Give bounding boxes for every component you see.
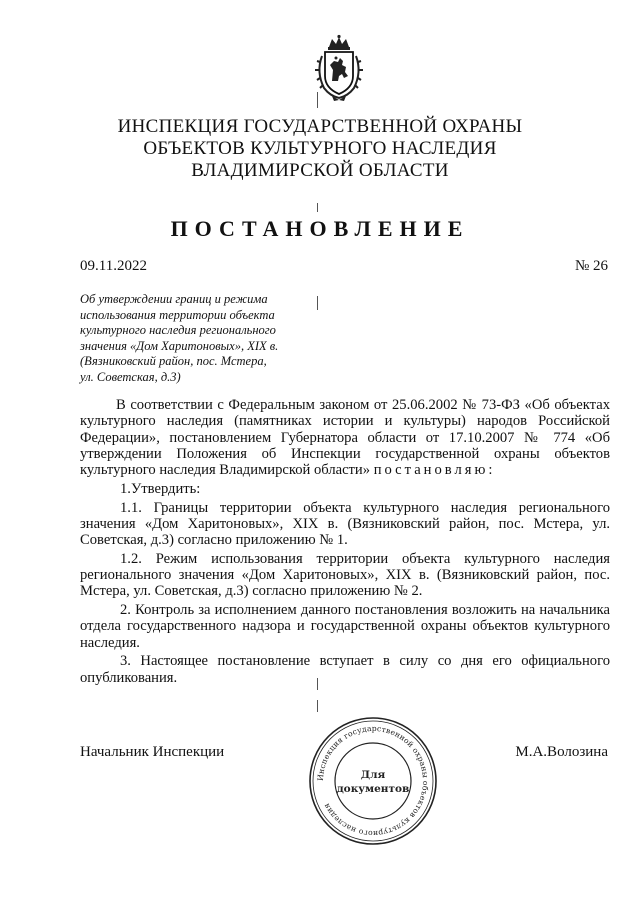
item-paragraph: 2. Контроль за исполнением данного постановления возложить на начальника отдела государственного надзора и государственной охраны объектов культурного наследия. [80,602,610,651]
organization-line: ИНСПЕКЦИЯ ГОСУДАРСТВЕННОЙ ОХРАНЫ [117,116,523,137]
decree-word: постановляю [373,462,489,479]
item-paragraph: 1.2. Режим использования территории объекта культурного наследия регионального значения «Дом Харитоновых», XIX в. (Вязниковский район, пос. Мстера, ул. Советская, д.3) согласно приложению № 2. [80,550,610,600]
fold-line [317,700,318,712]
signatory-position: Начальник Инспекции [80,744,225,760]
official-seal-stamp [306,714,440,848]
subject-line: использования территории объекта [80,307,275,322]
preamble-paragraph [80,397,610,478]
fold-line [317,203,318,212]
item-paragraph: 1.1. Границы территории объекта культурного наследия регионального значения «Дом Харитоновых», XIX в. (Вязниковский район, пос. Мстера, ул. Советская, д.3) согласно приложению № 1. [80,499,610,549]
subject-line: культурного наследия регионального [80,323,276,338]
subject-line: ул. Советская, д.3) [80,369,181,384]
document-title: ПОСТАНОВЛЕНИЕ [170,216,470,241]
coat-of-arms-emblem [312,34,366,102]
subject-line: значения «Дом Харитоновых», XIX в. [80,338,279,353]
organization-header [60,116,580,182]
document-subject [80,292,312,386]
document-number: № 26 [574,258,608,274]
subject-line: Об утверждении границ и режима [80,292,268,306]
decree-colon: : [488,462,493,479]
document-date: 09.11.2022 [80,258,147,274]
subject-line: (Вязниковский район, пос. Мстера, [80,354,267,369]
preamble-text: В соответствии с Федеральным законом от 25.06.2002 № 73-ФЗ «Об объектах культурного наследия (памятниках истории и культуры) народов Российской Федерации», постановлением Губернатора области от 17.10.2007 № 774 «Об утверждении Положения об Инспекции государственной охраны объектов культурного наследия Владимирской области» [80,397,610,479]
seal-ring-text: Инспекция государственной охраны объектов культурного наследия [315,723,431,839]
fold-line [317,92,318,108]
fold-line [317,296,318,310]
item-paragraph: 3. Настоящее постановление вступает в силу со дня его официального опубликования. [80,653,610,686]
document-body [80,397,610,688]
item-paragraph: 1.Утвердить: [120,480,201,497]
organization-line: ОБЪЕКТОВ КУЛЬТУРНОГО НАСЛЕДИЯ [143,138,497,159]
seal-center-text: Для [360,769,386,781]
organization-line: ВЛАДИМИРСКОЙ ОБЛАСТИ [191,160,449,181]
svg-text:Инспекция государственной охра [316,724,430,838]
seal-center-text: документов [336,783,410,795]
signatory-name: М.А.Волозина [515,744,608,760]
